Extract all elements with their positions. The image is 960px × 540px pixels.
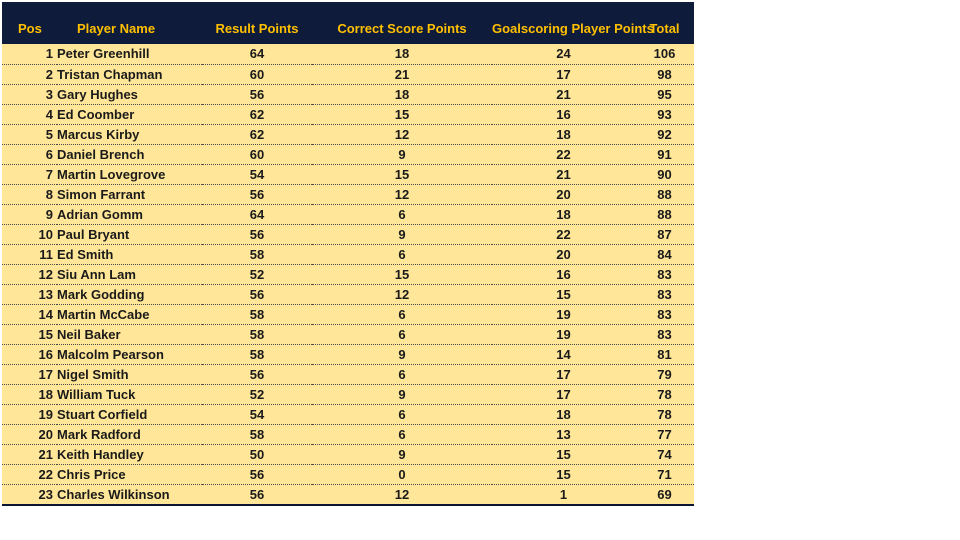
- correct-score-points-cell: 18: [312, 84, 492, 104]
- total-cell: 83: [635, 304, 694, 324]
- total-cell: 91: [635, 144, 694, 164]
- correct-score-points-cell: 18: [312, 44, 492, 64]
- correct-score-points-cell: 9: [312, 444, 492, 464]
- pos-cell: 23: [38, 486, 53, 502]
- table-row: [2, 324, 694, 344]
- table-row: [2, 304, 694, 324]
- table-row: [2, 164, 694, 184]
- total-cell: 98: [635, 64, 694, 84]
- result-points-cell: 56: [202, 224, 312, 244]
- goalscoring-player-points-cell: 21: [492, 84, 635, 104]
- league-table: [2, 2, 694, 506]
- pos-cell: 14: [2, 304, 57, 324]
- table-row: [2, 244, 694, 264]
- table-row: [2, 384, 694, 404]
- header-result-points: Result Points: [215, 21, 299, 36]
- player-name-cell: William Tuck: [57, 384, 202, 404]
- total-cell: 84: [635, 244, 694, 264]
- pos-cell: 15: [2, 324, 57, 344]
- table-row: [2, 284, 694, 304]
- goalscoring-player-points-cell: 15: [492, 284, 635, 304]
- total-cell: 87: [635, 224, 694, 244]
- table-row: [2, 364, 694, 384]
- result-points-cell: 64: [202, 204, 312, 224]
- pos-cell: 21: [2, 444, 57, 464]
- correct-score-points-cell: 12: [394, 486, 410, 502]
- result-points-cell: 58: [202, 244, 312, 264]
- goalscoring-player-points-cell: 15: [492, 464, 635, 484]
- player-name-cell: Martin Lovegrove: [57, 164, 202, 184]
- total-cell: 78: [635, 384, 694, 404]
- pos-cell: 19: [2, 404, 57, 424]
- goalscoring-player-points-cell: 17: [492, 384, 635, 404]
- goalscoring-player-points-cell: 22: [492, 224, 635, 244]
- table-row: [2, 204, 694, 224]
- correct-score-points-cell: 15: [312, 104, 492, 124]
- table-row: [2, 344, 694, 364]
- table-row: [2, 464, 694, 484]
- result-points-cell: 54: [202, 404, 312, 424]
- goalscoring-player-points-cell: 17: [492, 64, 635, 84]
- correct-score-points-cell: 6: [312, 304, 492, 324]
- player-name-cell: Martin McCabe: [57, 304, 202, 324]
- total-cell: 74: [635, 444, 694, 464]
- total-cell: 69: [657, 486, 672, 502]
- header-correct-score-points: Correct Score Points: [337, 21, 467, 36]
- player-name-cell: Malcolm Pearson: [57, 344, 202, 364]
- correct-score-points-cell: 6: [312, 244, 492, 264]
- goalscoring-player-points-cell: 21: [492, 164, 635, 184]
- result-points-cell: 56: [202, 84, 312, 104]
- player-name-cell: Ed Coomber: [57, 104, 202, 124]
- goalscoring-player-points-cell: 19: [492, 324, 635, 344]
- correct-score-points-cell: 0: [312, 464, 492, 484]
- result-points-cell: 58: [202, 304, 312, 324]
- pos-cell: 3: [2, 84, 57, 104]
- correct-score-points-cell: 12: [312, 184, 492, 204]
- table-body: [2, 44, 694, 505]
- result-points-cell: 50: [202, 444, 312, 464]
- correct-score-points-cell: 6: [312, 404, 492, 424]
- goalscoring-player-points-cell: 17: [492, 364, 635, 384]
- header-pos: Pos: [18, 21, 42, 36]
- header-player-name: Player Name: [77, 21, 156, 36]
- correct-score-points-cell: 15: [312, 164, 492, 184]
- total-cell: 79: [635, 364, 694, 384]
- pos-cell: 7: [2, 164, 57, 184]
- table-header: [2, 2, 694, 44]
- total-cell: 95: [635, 84, 694, 104]
- table-row: [2, 84, 694, 104]
- correct-score-points-cell: 9: [312, 144, 492, 164]
- result-points-cell: 60: [202, 144, 312, 164]
- total-cell: 81: [635, 344, 694, 364]
- correct-score-points-cell: 9: [312, 224, 492, 244]
- result-points-cell: 56: [202, 184, 312, 204]
- pos-cell: 22: [2, 464, 57, 484]
- pos-cell: 13: [2, 284, 57, 304]
- header-total: Total: [649, 21, 680, 36]
- table-row: [2, 124, 694, 144]
- goalscoring-player-points-cell: 13: [492, 424, 635, 444]
- total-cell: 90: [635, 164, 694, 184]
- goalscoring-player-points-cell: 16: [492, 264, 635, 284]
- goalscoring-player-points-cell: 20: [492, 184, 635, 204]
- total-cell: 88: [635, 204, 694, 224]
- correct-score-points-cell: 12: [312, 284, 492, 304]
- result-points-cell: 64: [202, 44, 312, 64]
- result-points-cell: 52: [202, 384, 312, 404]
- result-points-cell: 60: [202, 64, 312, 84]
- header-row: [2, 2, 694, 44]
- correct-score-points-cell: 12: [312, 124, 492, 144]
- total-cell: 77: [635, 424, 694, 444]
- pos-cell: 4: [2, 104, 57, 124]
- total-cell: 83: [635, 264, 694, 284]
- table-row: [2, 424, 694, 444]
- result-points-cell: 52: [202, 264, 312, 284]
- result-points-cell: 56: [202, 464, 312, 484]
- player-name-cell: Simon Farrant: [57, 184, 202, 204]
- player-name-cell: Daniel Brench: [57, 144, 202, 164]
- player-name-cell: Stuart Corfield: [57, 404, 202, 424]
- goalscoring-player-points-cell: 18: [492, 204, 635, 224]
- table-row: [2, 444, 694, 464]
- result-points-cell: 62: [202, 104, 312, 124]
- player-name-cell: Tristan Chapman: [57, 64, 202, 84]
- goalscoring-player-points-cell: 22: [492, 144, 635, 164]
- player-name-cell: Nigel Smith: [57, 364, 202, 384]
- pos-cell: 16: [2, 344, 57, 364]
- total-cell: 71: [635, 464, 694, 484]
- pos-cell: 1: [2, 44, 57, 64]
- total-cell: 93: [635, 104, 694, 124]
- goalscoring-player-points-cell: 18: [492, 404, 635, 424]
- table-row: [2, 144, 694, 164]
- table-row: [2, 484, 694, 505]
- goalscoring-player-points-cell: 24: [492, 44, 635, 64]
- pos-cell: 8: [2, 184, 57, 204]
- total-cell: 92: [635, 124, 694, 144]
- goalscoring-player-points-cell: 16: [492, 104, 635, 124]
- goalscoring-player-points-cell: 14: [492, 344, 635, 364]
- table-row: [2, 224, 694, 244]
- pos-cell: 12: [2, 264, 57, 284]
- player-name-cell: Mark Radford: [57, 424, 202, 444]
- correct-score-points-cell: 9: [312, 384, 492, 404]
- total-cell: 106: [635, 44, 694, 64]
- table-row: [2, 44, 694, 64]
- header-goalscoring-player-points: Goalscoring Player Points: [492, 21, 654, 36]
- pos-cell: 11: [2, 244, 57, 264]
- player-name-cell: Paul Bryant: [57, 224, 202, 244]
- player-name-cell: Siu Ann Lam: [57, 264, 202, 284]
- correct-score-points-cell: 15: [312, 264, 492, 284]
- result-points-cell: 58: [202, 344, 312, 364]
- pos-cell: 17: [2, 364, 57, 384]
- goalscoring-player-points-cell: 19: [492, 304, 635, 324]
- correct-score-points-cell: 21: [312, 64, 492, 84]
- goalscoring-player-points-cell: 18: [492, 124, 635, 144]
- pos-cell: 5: [2, 124, 57, 144]
- table-row: [2, 404, 694, 424]
- pos-cell: 18: [2, 384, 57, 404]
- table-row: [2, 64, 694, 84]
- goalscoring-player-points-cell: 20: [492, 244, 635, 264]
- player-name-cell: Neil Baker: [57, 324, 202, 344]
- total-cell: 83: [635, 324, 694, 344]
- result-points-cell: 56: [249, 486, 265, 502]
- pos-cell: 9: [2, 204, 57, 224]
- total-cell: 78: [635, 404, 694, 424]
- result-points-cell: 56: [202, 284, 312, 304]
- player-name-cell: Mark Godding: [57, 284, 202, 304]
- table-row: [2, 104, 694, 124]
- correct-score-points-cell: 6: [312, 364, 492, 384]
- result-points-cell: 56: [202, 364, 312, 384]
- total-cell: 83: [635, 284, 694, 304]
- table-row: [2, 264, 694, 284]
- player-name-cell: Charles Wilkinson: [57, 486, 170, 502]
- goalscoring-player-points-cell: 15: [492, 444, 635, 464]
- pos-cell: 10: [2, 224, 57, 244]
- player-name-cell: Peter Greenhill: [57, 44, 202, 64]
- player-name-cell: Keith Handley: [57, 444, 202, 464]
- goalscoring-player-points-cell: 1: [559, 486, 568, 502]
- pos-cell: 20: [2, 424, 57, 444]
- total-cell: 88: [635, 184, 694, 204]
- player-name-cell: Chris Price: [57, 464, 202, 484]
- result-points-cell: 54: [202, 164, 312, 184]
- player-name-cell: Ed Smith: [57, 244, 202, 264]
- correct-score-points-cell: 6: [312, 324, 492, 344]
- player-name-cell: Gary Hughes: [57, 84, 202, 104]
- result-points-cell: 58: [202, 424, 312, 444]
- player-name-cell: Marcus Kirby: [57, 124, 202, 144]
- correct-score-points-cell: 6: [312, 204, 492, 224]
- pos-cell: 2: [2, 64, 57, 84]
- player-name-cell: Adrian Gomm: [57, 204, 202, 224]
- result-points-cell: 58: [202, 324, 312, 344]
- table-row: [2, 184, 694, 204]
- result-points-cell: 62: [202, 124, 312, 144]
- correct-score-points-cell: 9: [312, 344, 492, 364]
- pos-cell: 6: [2, 144, 57, 164]
- correct-score-points-cell: 6: [312, 424, 492, 444]
